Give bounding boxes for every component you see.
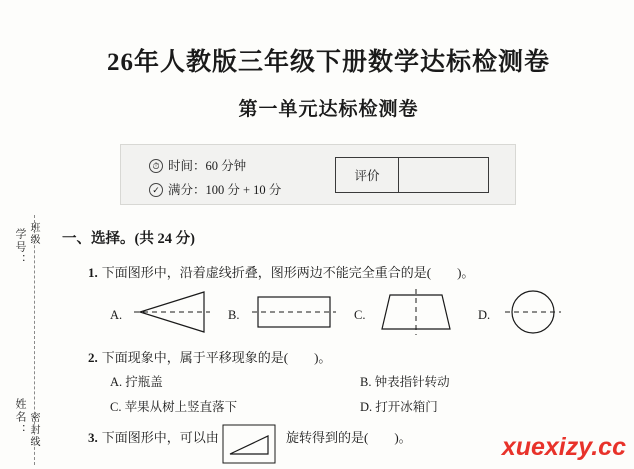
watermark: xuexizy.cc	[501, 433, 626, 461]
question-2-option-b-text: 钟表指针转动	[374, 375, 450, 389]
question-2-option-d	[360, 397, 438, 415]
question-2-option-b	[360, 372, 450, 390]
question-2-option-d-label: D.	[360, 400, 373, 414]
name-label: 姓名：	[14, 398, 26, 437]
trapezoid-dashed-figure	[376, 286, 456, 343]
question-1-options-row	[0, 286, 634, 338]
exam-score-line	[149, 180, 281, 198]
option-c-label: C.	[354, 308, 366, 322]
evaluation-value	[399, 158, 488, 192]
left-margin-strip	[0, 0, 46, 468]
question-1	[88, 263, 474, 283]
question-2-text: 下面现象中，属于平移现象的是( )。	[101, 350, 332, 365]
option-b-label: B.	[228, 308, 240, 322]
exam-score-text: 满分：100 分 + 10 分	[168, 183, 282, 197]
question-2-option-c	[110, 397, 237, 415]
page-title: 26年人教版三年级下册数学达标检测卷	[106, 49, 550, 76]
option-d-label: D.	[478, 308, 491, 322]
clock-icon: ⏱	[149, 159, 163, 173]
page-subtitle: 第一单元达标检测卷	[238, 99, 419, 120]
check-circle-icon: ✓	[149, 183, 163, 197]
question-2-option-d-text: 打开冰箱门	[375, 400, 438, 414]
question-3-text-after: 旋转得到的是( )。	[286, 430, 412, 445]
exam-info-box	[120, 144, 516, 205]
exam-time-line	[149, 156, 246, 174]
evaluation-table	[335, 157, 489, 193]
question-1-number: 1.	[88, 265, 98, 280]
right-triangle-box-figure	[222, 424, 276, 469]
question-2-option-c-label: C.	[110, 400, 122, 414]
question-2-number: 2.	[88, 350, 98, 365]
question-2-option-c-text: 苹果从树上竖直落下	[124, 400, 238, 414]
question-2-option-a	[110, 372, 163, 390]
exam-time-text: 时间：60 分钟	[168, 159, 247, 173]
triangle-dashed-figure	[132, 286, 210, 343]
option-a-label: A.	[110, 308, 123, 322]
question-2-option-a-label: A.	[110, 375, 123, 389]
question-2	[88, 348, 331, 368]
circle-dashed-figure	[500, 286, 566, 343]
question-2-option-b-label: B.	[360, 375, 372, 389]
question-2-option-a-text: 拧瓶盖	[125, 375, 163, 389]
question-3-text-before: 下面图形中，可以由	[101, 430, 219, 445]
question-3	[88, 428, 219, 448]
seal-label: 密封线	[28, 412, 39, 448]
section-heading: 一、选择。(共 24 分)	[62, 231, 195, 247]
evaluation-label: 评价	[336, 158, 399, 192]
question-1-text: 下面图形中，沿着虚线折叠，图形两边不能完全重合的是( )。	[101, 265, 475, 280]
class-label: 班级	[28, 222, 39, 246]
question-3-number: 3.	[88, 430, 98, 445]
student-id-label: 学号：	[14, 228, 26, 267]
rectangle-dashed-figure	[250, 286, 338, 343]
